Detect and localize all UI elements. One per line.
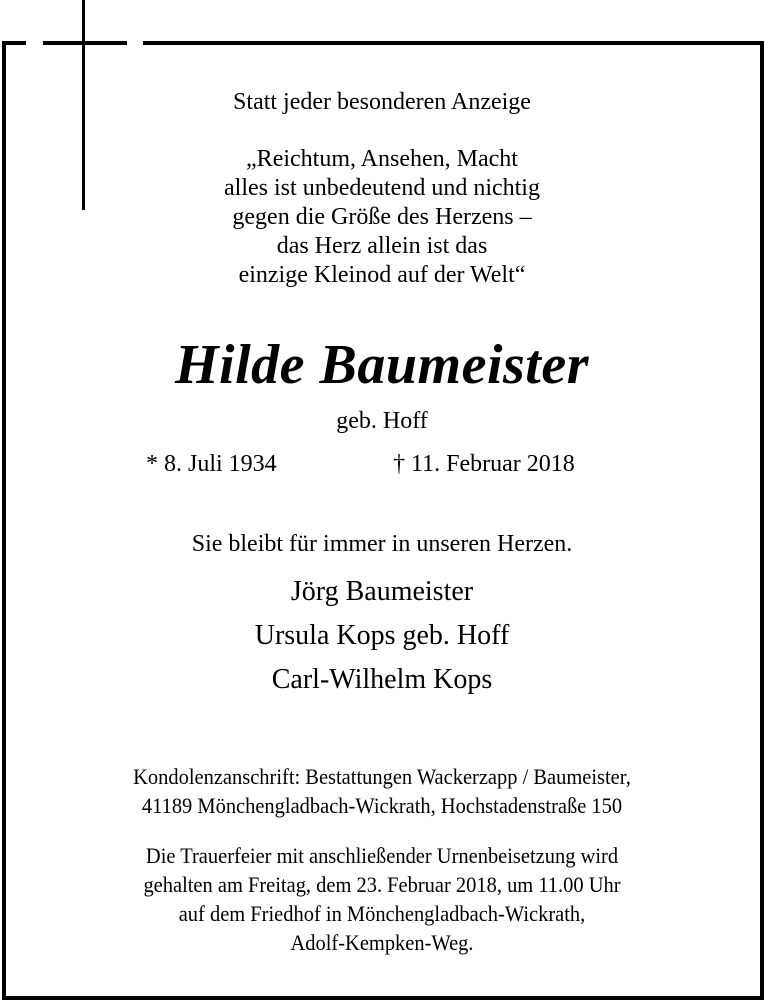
quote-line: das Herz allein ist das (276, 233, 488, 259)
ceremony-line: Adolf-Kempken-Weg. (290, 930, 474, 955)
ceremony-line: Die Trauerfeier mit anschließender Urnenbeisetzung wird (145, 843, 619, 868)
border-bottom (2, 996, 764, 1000)
family-member: Ursula Kops geb. Hoff (254, 620, 510, 651)
quote-line: gegen die Größe des Herzens – (232, 204, 532, 230)
border-top-segment-3 (143, 41, 764, 45)
dagger-icon: † (393, 451, 405, 477)
family-member: Jörg Baumeister (290, 576, 474, 607)
birth-date: * 8. Juli 1934 (146, 451, 277, 477)
remembrance-line: Sie bleibt für immer in unseren Herzen. (191, 531, 573, 557)
quote-line: „Reichtum, Ansehen, Macht (246, 146, 518, 172)
ceremony-line: gehalten am Freitag, dem 23. Februar 2018, um 11.00 Uhr (143, 872, 621, 897)
border-top-segment-2 (43, 41, 127, 45)
ceremony-line: auf dem Friedhof in Mönchengladbach-Wickrath, (178, 901, 586, 926)
death-date-group (393, 450, 575, 478)
deceased-name: Hilde Baumeister (175, 334, 589, 396)
notice-header: Statt jeder besonderen Anzeige (233, 89, 531, 115)
maiden-name: geb. Hoff (336, 408, 428, 434)
quote-line: alles ist unbedeutend und nichtig (224, 175, 540, 201)
death-date: 11. Februar 2018 (411, 451, 575, 477)
quote-line: einzige Kleinod auf der Welt“ (238, 262, 526, 288)
family-member: Carl-Wilhelm Kops (271, 664, 493, 695)
condolence-line: 41189 Mönchengladbach-Wickrath, Hochstadenstraße 150 (141, 793, 623, 818)
condolence-line: Kondolenzanschrift: Bestattungen Wackerzapp / Baumeister, (133, 764, 631, 789)
